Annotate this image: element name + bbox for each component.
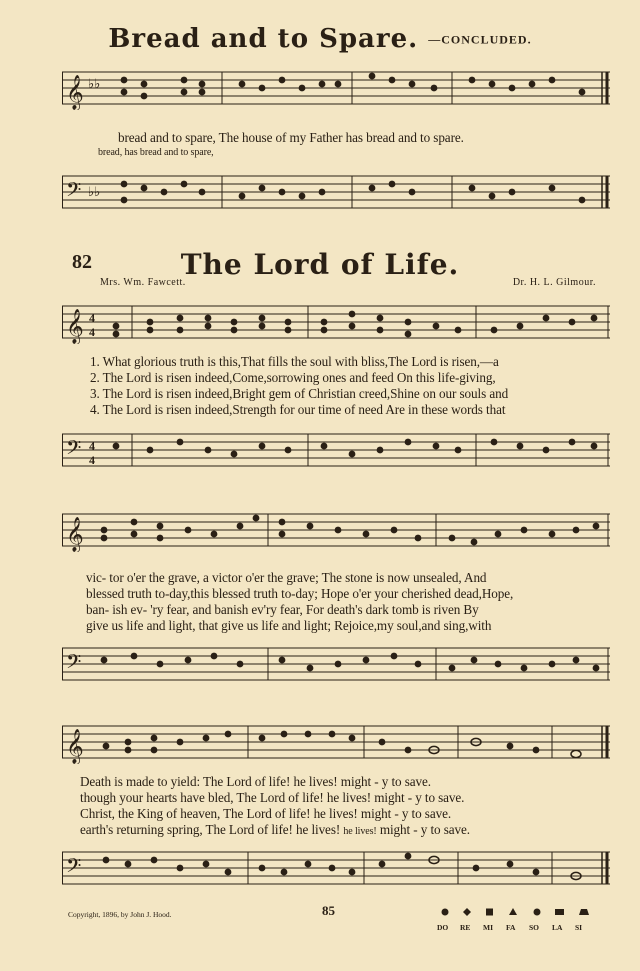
hymn-title: The Lord of Life. (180, 248, 460, 281)
s1-lyric-1: 1. What glorious truth is this,That fills the soul with bliss,The Lord is risen,—a (90, 354, 499, 369)
s3-lyric-3: Christ, the King of heaven, The Lord of life! he lives! might - y to save. (80, 806, 452, 821)
s3-lyric-4-end: might - y to save. (379, 822, 470, 837)
system2-treble-staff (62, 508, 610, 552)
lyricist: Mrs. Wm. Fawcett. (100, 277, 186, 288)
solfege-fa: FA (506, 923, 516, 932)
shape-note-icons (437, 907, 607, 917)
top-treble-staff (62, 66, 610, 110)
solfege-do: DO (437, 923, 449, 932)
solfege-re: RE (460, 923, 471, 932)
s3-lyric-4-main: earth's returning spring, The Lord of life! he lives! (80, 822, 341, 837)
top-lyric-small: bread, has bread and to spare, (98, 147, 214, 158)
svg-text:4: 4 (89, 311, 95, 325)
solfege-mi: MI (483, 923, 493, 932)
copyright: Copyright, 1896, by John J. Hood. (68, 910, 172, 919)
s3-lyric-4 (80, 822, 470, 838)
s3-lyric-1: Death is made to yield: The Lord of life! he lives! might - y to save. (80, 774, 431, 789)
s2-lyric-3: ban- ish ev- 'ry fear, and banish ev'ry fear, For death's dark tomb is riven By (86, 602, 479, 617)
s1-lyric-2: 2. The Lord is risen indeed,Come,sorrowing ones and feed On this life-giving, (90, 370, 496, 385)
svg-text:𝄢: 𝄢 (66, 178, 82, 206)
solfege-so: SO (529, 923, 540, 932)
svg-text:4: 4 (89, 325, 95, 339)
system2-bass-staff (62, 642, 610, 686)
s1-lyric-3: 3. The Lord is risen indeed,Bright gem of Christian creed,Shine on our souls and (90, 386, 509, 401)
s1-lyric-4: 4. The Lord is risen indeed,Strength for our time of need Are in these words that (90, 402, 506, 417)
hymn-number: 82 (72, 251, 92, 273)
solfege-legend (437, 904, 607, 932)
composer: Dr. H. L. Gilmour. (512, 277, 596, 288)
page-number: 85 (322, 903, 335, 918)
s2-lyric-2: blessed truth to-day,this blessed truth to-day; Hope o'er your cherished dead,Hope, (86, 586, 514, 601)
svg-text:𝄞: 𝄞 (66, 75, 84, 110)
solfege-la: LA (552, 923, 563, 932)
svg-text:♭♭: ♭♭ (88, 76, 101, 91)
svg-text:4: 4 (89, 439, 95, 453)
system1-treble-staff (62, 300, 610, 344)
s2-lyric-1: vic- tor o'er the grave, a victor o'er the grave; The stone is now unsealed, And (86, 570, 487, 585)
svg-text:𝄞: 𝄞 (66, 517, 84, 552)
top-lyric-line: bread and to spare, The house of my Father has bread and to spare. (118, 130, 464, 145)
svg-text:𝄢: 𝄢 (66, 650, 82, 678)
system3-treble-staff (62, 720, 610, 764)
svg-text:4: 4 (89, 453, 95, 467)
top-title-suffix: —CONCLUDED. (428, 32, 532, 47)
top-song-title (0, 24, 640, 54)
top-bass-staff (62, 170, 610, 214)
svg-text:𝄢: 𝄢 (66, 436, 82, 464)
system3-bass-staff (62, 846, 610, 890)
s3-lyric-4-small: he lives! (343, 826, 377, 837)
system1-bass-staff (62, 428, 610, 472)
svg-text:𝄞: 𝄞 (66, 729, 84, 764)
top-title-text: Bread and to Spare. (108, 24, 419, 54)
s2-lyric-4: give us life and light, that give us life and light; Rejoice,my soul,and sing,with (86, 618, 492, 633)
solfege-si: SI (575, 923, 583, 932)
svg-text:♭♭: ♭♭ (88, 184, 101, 199)
solfege-labels (437, 923, 607, 932)
s3-lyric-2: though your hearts have bled, The Lord of life! he lives! might - y to save. (80, 790, 465, 805)
svg-text:𝄢: 𝄢 (66, 854, 82, 882)
svg-text:𝄞: 𝄞 (66, 309, 84, 344)
